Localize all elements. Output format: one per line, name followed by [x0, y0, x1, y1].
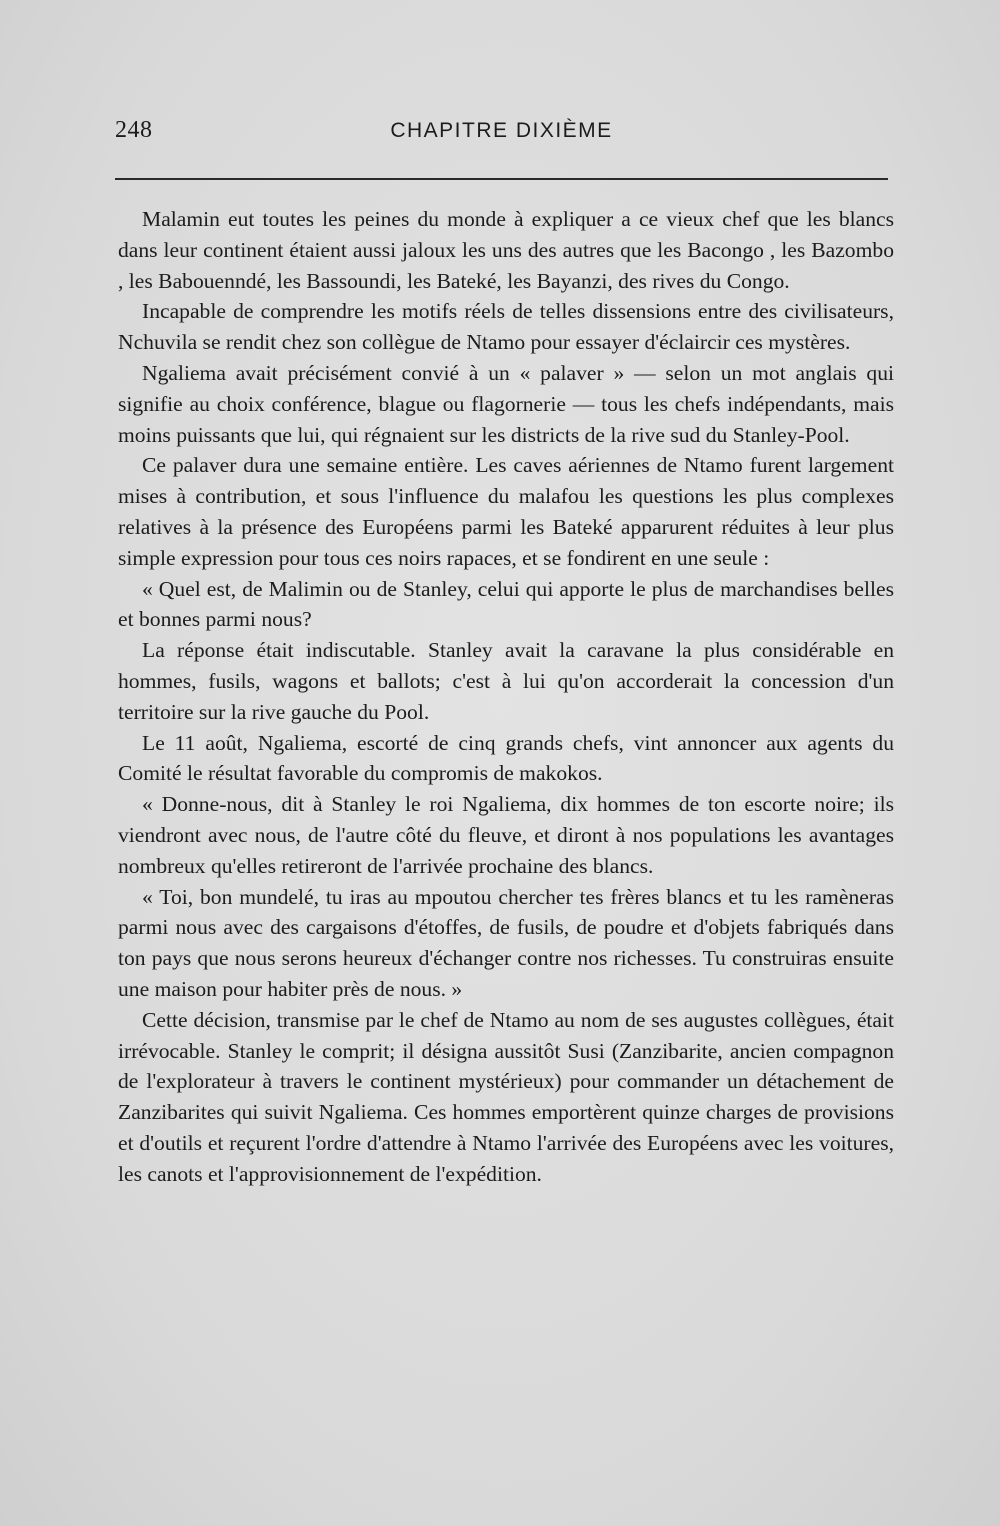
paragraph: Le 11 août, Ngaliema, escorté de cinq grands chefs, vint annoncer aux agents du Comité le résultat favorable du compromis de makokos.: [118, 730, 894, 786]
paragraph: Ce palaver dura une semaine entière. Les caves aériennes de Ntamo furent largement mises à contribution, et sous l'influence du malafou les questions les plus complexes relatives à la présence des Européens parmi les Bateké apparurent réduites à leur plus simple expression pour tous ces noirs rapaces, et se fondirent en une seule :: [118, 453, 894, 570]
running-head: CHAPITRE DIXIÈME: [390, 119, 613, 142]
paragraph: Malamin eut toutes les peines du monde à expliquer a ce vieux chef que les blancs dans leur continent étaient aussi jaloux les uns des autres que les Bacongo , les Bazombo , les Babouenndé, les Bassoundi, les Bateké, les Bayanzi, des rives du Congo.: [118, 207, 894, 293]
paragraph: « Donne-nous, dit à Stanley le roi Ngaliema, dix hommes de ton escorte noire; ils viendront avec nous, de l'autre côté du fleuve, et diront à nos populations les avantages nombreux qu'elles retireront de l'arrivée prochaine des blancs.: [118, 792, 894, 878]
page-number: 248: [115, 117, 153, 143]
page-header: [115, 117, 888, 151]
paragraph: Cette décision, transmise par le chef de Ntamo au nom de ses augustes collègues, était irrévocable. Stanley le comprit; il désigna aussitôt Susi (Zanzibarite, ancien compagnon de l'explorateur à travers le continent mystérieux) pour commander un détachement de Zanzibarites qui suivit Ngaliema. Ces hommes emportèrent quinze charges de provisions et d'outils et reçurent l'ordre d'attendre à Ntamo l'arrivée des Européens avec les voitures, les canots et l'approvisionnement de l'expédition.: [118, 1007, 894, 1186]
paragraph: Ngaliema avait précisément convié à un « palaver » — selon un mot anglais qui signifie au choix conférence, blague ou flagornerie — tous les chefs indépendants, mais moins puissants que lui, qui régnaient sur les districts de la rive sud du Stanley-Pool.: [118, 360, 894, 447]
header-rule: [115, 178, 888, 180]
paragraph: La réponse était indiscutable. Stanley avait la caravane la plus considérable en hommes, fusils, wagons et ballots; c'est à lui qu'on accorderait la concession d'un territoire sur la rive gauche du Pool.: [118, 638, 894, 724]
paragraph: « Toi, bon mundelé, tu iras au mpoutou chercher tes frères blancs et tu les ramèneras parmi nous avec des cargaisons d'étoffes, de fusils, de poudre et d'objets fabriqués dans ton pays que nous serons heureux d'échanger contre nos richesses. Tu construiras ensuite une maison pour habiter près de nous. »: [118, 884, 894, 1001]
body-text: [118, 203, 894, 1190]
paragraph: Incapable de comprendre les motifs réels de telles dissensions entre des civilisateurs, Nchuvila se rendit chez son collègue de Ntamo pour essayer d'éclaircir ces mystères.: [118, 299, 894, 355]
paragraph: « Quel est, de Malimin ou de Stanley, celui qui apporte le plus de marchandises belles et bonnes parmi nous?: [118, 576, 894, 632]
